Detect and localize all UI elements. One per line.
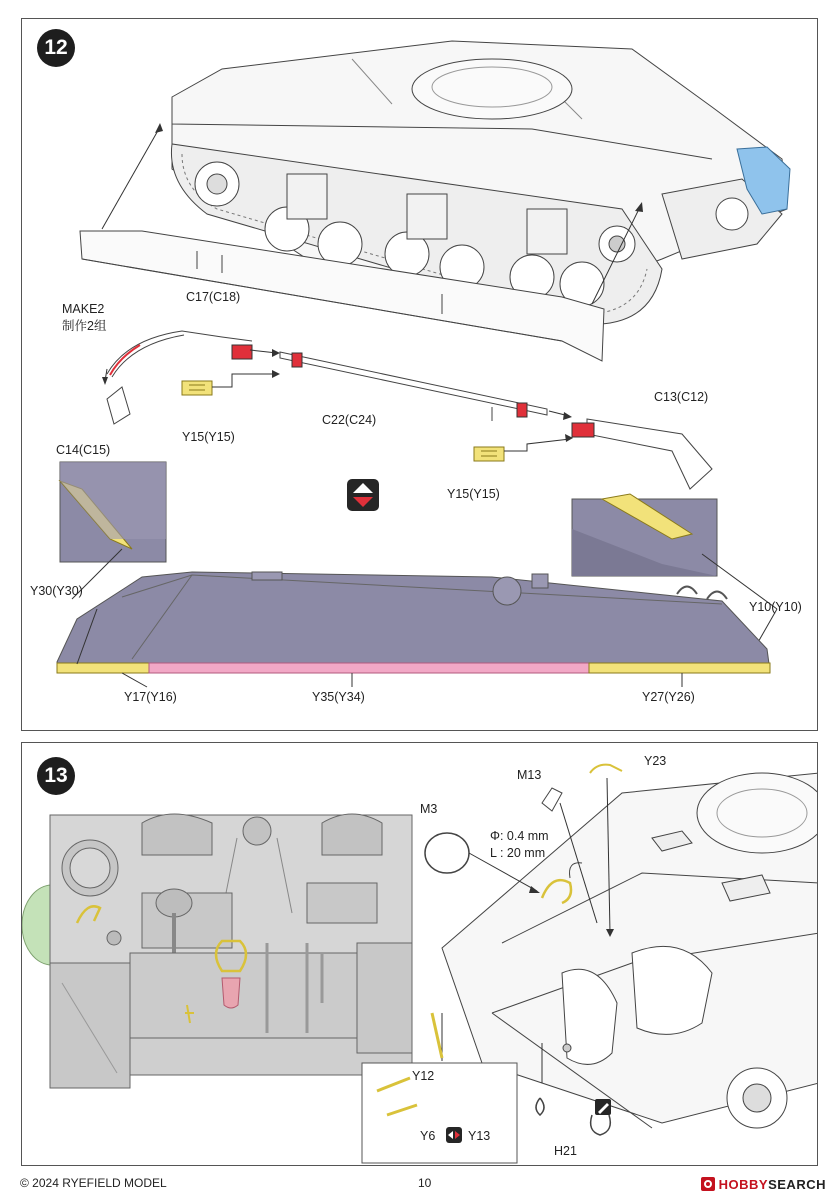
make-note-label: MAKE2 bbox=[62, 302, 105, 316]
part-m13-drawing bbox=[542, 788, 562, 811]
brand-text bbox=[719, 1177, 826, 1192]
part-label-y30: Y30(Y30) bbox=[30, 584, 83, 598]
part-c13-drawing bbox=[587, 419, 712, 489]
photo-etch-y15-left bbox=[182, 381, 212, 395]
page-number: 10 bbox=[418, 1176, 432, 1190]
part-c14-drawing bbox=[107, 387, 130, 424]
photo-etch-y35 bbox=[149, 663, 589, 673]
part-label-y23: Y23 bbox=[644, 754, 667, 768]
part-label-y10: Y10(Y10) bbox=[749, 600, 802, 614]
step-number: 12 bbox=[44, 36, 68, 59]
wire-length-label: L : 20 mm bbox=[490, 846, 546, 860]
part-h21-drawing bbox=[536, 1098, 544, 1115]
photo-etch-y27 bbox=[589, 663, 770, 673]
part-label-m3: M3 bbox=[420, 802, 438, 816]
part-c17-drawing bbox=[107, 331, 252, 377]
assembly-arrow-left bbox=[102, 127, 160, 229]
step-13-panel bbox=[21, 742, 818, 1166]
photo-etch-y17 bbox=[57, 663, 149, 673]
hobbysearch-watermark bbox=[701, 1175, 826, 1193]
photo-etch-y15-right bbox=[474, 447, 504, 461]
part-label-c13: C13(C12) bbox=[654, 390, 709, 404]
brand-prefix: HOBBY bbox=[718, 1176, 769, 1192]
part-label-c14: C14(C15) bbox=[56, 443, 111, 457]
glue-point-c17 bbox=[232, 345, 252, 359]
part-label-m13: M13 bbox=[517, 768, 542, 782]
part-label-y15-left: Y15(Y15) bbox=[182, 430, 235, 444]
part-label-h21: H21 bbox=[554, 1144, 577, 1158]
inset-box-y12-y6 bbox=[362, 1063, 517, 1163]
part-label-y35: Y35(Y34) bbox=[312, 690, 365, 704]
part-label-c17: C17(C18) bbox=[186, 290, 241, 304]
part-label-y12: Y12 bbox=[412, 1069, 435, 1083]
part-c22-drawing bbox=[280, 352, 547, 415]
step-12-panel bbox=[21, 18, 818, 731]
step-12-illustration bbox=[22, 19, 819, 732]
brand-suffix: SEARCH bbox=[768, 1176, 826, 1192]
wire-diameter-label: Φ: 0.4 mm bbox=[490, 829, 549, 843]
hobbysearch-logo-icon bbox=[701, 1177, 715, 1191]
flip-arrows-icon bbox=[347, 479, 379, 511]
copyright-text: © 2024 RYEFIELD MODEL bbox=[20, 1176, 167, 1190]
part-label-y27: Y27(Y26) bbox=[642, 690, 695, 704]
part-label-y6: Y6 bbox=[420, 1129, 436, 1143]
part-label-y13: Y13 bbox=[468, 1129, 491, 1143]
step-number: 13 bbox=[44, 764, 68, 787]
part-label-c22: C22(C24) bbox=[322, 413, 377, 427]
taillight-pink bbox=[222, 978, 240, 1008]
make-note-cn-label: 制作2组 bbox=[62, 319, 107, 333]
part-label-y15-right: Y15(Y15) bbox=[447, 487, 500, 501]
lower-hull-purple bbox=[57, 572, 770, 671]
wire-coil-m3 bbox=[425, 833, 469, 873]
photo-etch-y23 bbox=[590, 765, 622, 773]
flip-arrows-icon bbox=[446, 1127, 462, 1143]
part-label-y17: Y17(Y16) bbox=[124, 690, 177, 704]
